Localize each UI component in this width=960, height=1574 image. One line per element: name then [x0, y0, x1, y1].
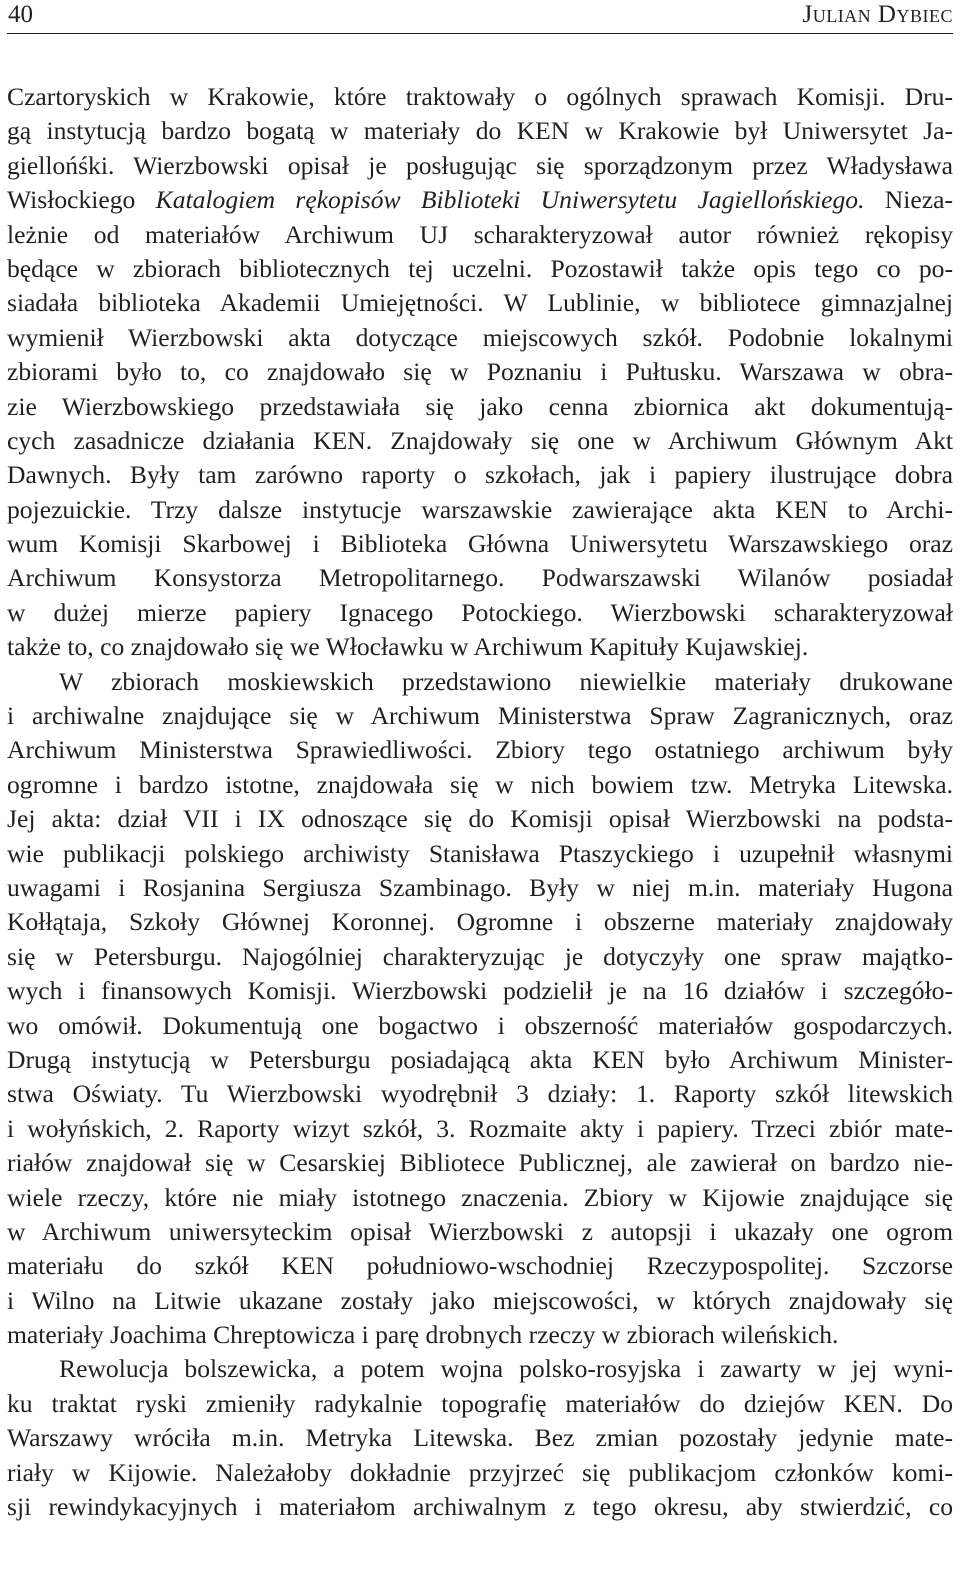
italic-book-title: Katalogiem rękopisów Biblioteki Uniwersytetu Jagiellońskiego.	[155, 185, 865, 215]
text-line: Dawnych. Były tam zarówno raporty o szkołach, jak i papiery ilustrujące dobra	[7, 460, 953, 490]
text-line-with-italic-title	[7, 183, 953, 217]
page-header	[7, 0, 953, 34]
text-run: Wisłockiego	[7, 185, 156, 215]
text-line: wum Komisji Skarbowej i Biblioteka Główna Uniwersytetu Warszawskiego oraz	[7, 529, 953, 559]
text-line: ogromne i bardzo istotne, znajdowała się w nich bowiem tzw. Metryka Litewska.	[7, 769, 953, 799]
text-line: cych zasadnicze działania KEN. Znajdowały się one w Archiwum Głównym Akt	[7, 425, 953, 455]
text-line: Drugą instytucją w Petersburgu posiadającą akta KEN było Archiwum Minister-	[7, 1044, 953, 1074]
text-line: riały w Kijowie. Należałoby dokładnie przyjrzeć się publikacjom członków komi-	[7, 1457, 953, 1487]
text-line: zie Wierzbowskiego przedstawiała się jako cenna zbiornica akt dokumentują-	[7, 391, 953, 421]
text-line: będące w zbiorach bibliotecznych tej uczelni. Pozostawił także opis tego co po-	[7, 253, 953, 283]
text-line: Kołłątaja, Szkoły Głównej Koronnej. Ogromne i obszerne materiały znajdowały	[7, 907, 953, 937]
text-line: pojezuickie. Trzy dalsze instytucje warszawskie zawierające akta KEN to Archi-	[7, 494, 953, 524]
text-line: materiału do szkół KEN południowo-wschodniej Rzeczypospolitej. Szczorse	[7, 1251, 953, 1281]
page-number: 40	[8, 1, 33, 28]
text-line: materiały Joachima Chreptowicza i parę drobnych rzeczy w zbiorach wileńskich.	[7, 1320, 839, 1350]
paragraph-1	[7, 80, 953, 665]
text-line: ku traktat ryski zmieniły radykalnie topografię materiałów do dziejów KEN. Do	[7, 1388, 953, 1418]
text-line: Archiwum Ministerstwa Sprawiedliwości. Zbiory tego ostatniego archiwum były	[7, 735, 953, 765]
text-line-indented: Rewolucja bolszewicka, a potem wojna polsko-rosyjska i zawarty w jej wyni-	[59, 1354, 953, 1384]
text-line: sji rewindykacyjnych i materiałom archiwalnym z tego okresu, aby stwierdzić, co	[7, 1492, 953, 1522]
text-line: i Wilno na Litwie ukazane zostały jako miejscowości, w których znajdowały się	[7, 1285, 953, 1315]
text-line: także to, co znajdowało się we Włocławku w Archiwum Kapituły Kujawskiej.	[7, 632, 809, 662]
text-line: Czartoryskich w Krakowie, które traktowały o ogólnych sprawach Komisji. Dru-	[7, 82, 953, 111]
text-line: w Archiwum uniwersyteckim opisał Wierzbowski z autopsji i ukazały one ogrom	[7, 1216, 953, 1246]
paragraph-3	[7, 1352, 953, 1524]
text-line: siadała biblioteka Akademii Umiejętności. W Lublinie, w bibliotece gimnazjalnej	[7, 288, 953, 318]
paragraph-2	[7, 665, 953, 1353]
text-line: wych i finansowych Komisji. Wierzbowski podzielił je na 16 działów i szczegóło-	[7, 976, 953, 1006]
text-line: Archiwum Konsystorza Metropolitarnego. Podwarszawski Wilanów posiadał	[7, 563, 953, 593]
running-head-author: Julian Dybiec	[802, 1, 953, 28]
text-line: i wołyńskich, 2. Raporty wizyt szkół, 3. Rozmaite akty i papiery. Trzeci zbiór mate-	[7, 1113, 953, 1143]
text-line: zbiorami było to, co znajdowało się w Poznaniu i Pułtusku. Warszawa w obra-	[7, 357, 953, 387]
text-line: wie publikacji polskiego archiwisty Stanisława Ptaszyckiego i uzupełnił własnymi	[7, 838, 953, 868]
text-line: Warszawy wróciła m.in. Metryka Litewska. Bez zmian pozostały jedynie mate-	[7, 1423, 953, 1453]
text-line: stwa Oświaty. Tu Wierzbowski wyodrębnił 3 działy: 1. Raporty szkół litewskich	[7, 1079, 953, 1109]
text-run: Nieza-	[864, 185, 953, 215]
text-line: Jej akta: dział VII i IX odnoszące się do Komisji opisał Wierzbowski na podsta-	[7, 804, 953, 834]
text-line: uwagami i Rosjanina Sergiusza Szambinago. Były w niej m.in. materiały Hugona	[7, 872, 953, 902]
text-line: wiele rzeczy, które nie miały istotnego znaczenia. Zbiory w Kijowie znajdujące się	[7, 1182, 953, 1212]
text-line: się w Petersburgu. Najogólniej charakteryzując je dotyczyły one spraw majątko-	[7, 941, 953, 971]
text-line-indented: W zbiorach moskiewskich przedstawiono niewielkie materiały drukowane	[59, 666, 953, 696]
text-line: gą instytucją bardzo bogatą w materiały do KEN w Krakowie był Uniwersytet Ja-	[7, 116, 953, 146]
text-line: wo omówił. Dokumentują one bogactwo i obszerność materiałów gospodarczych.	[7, 1010, 953, 1040]
text-line: w dużej mierze papiery Ignacego Potockiego. Wierzbowski scharakteryzował	[7, 597, 953, 627]
text-line: riałów znajdował się w Cesarskiej Bibliotece Publicznej, ale zawierał on bardzo nie-	[7, 1148, 953, 1178]
document-page	[7, 0, 953, 1574]
text-line: wymienił Wierzbowski akta dotyczące miejscowych szkół. Podobnie lokalnymi	[7, 322, 953, 352]
text-line: leżnie od materiałów Archiwum UJ scharakteryzował autor również rękopisy	[7, 219, 953, 249]
body-text	[7, 80, 953, 1524]
text-line: i archiwalne znajdujące się w Archiwum Ministerstwa Spraw Zagranicznych, oraz	[7, 701, 953, 731]
text-line: giellońśki. Wierzbowski opisał je posługując się sporządzonym przez Władysława	[7, 150, 953, 180]
